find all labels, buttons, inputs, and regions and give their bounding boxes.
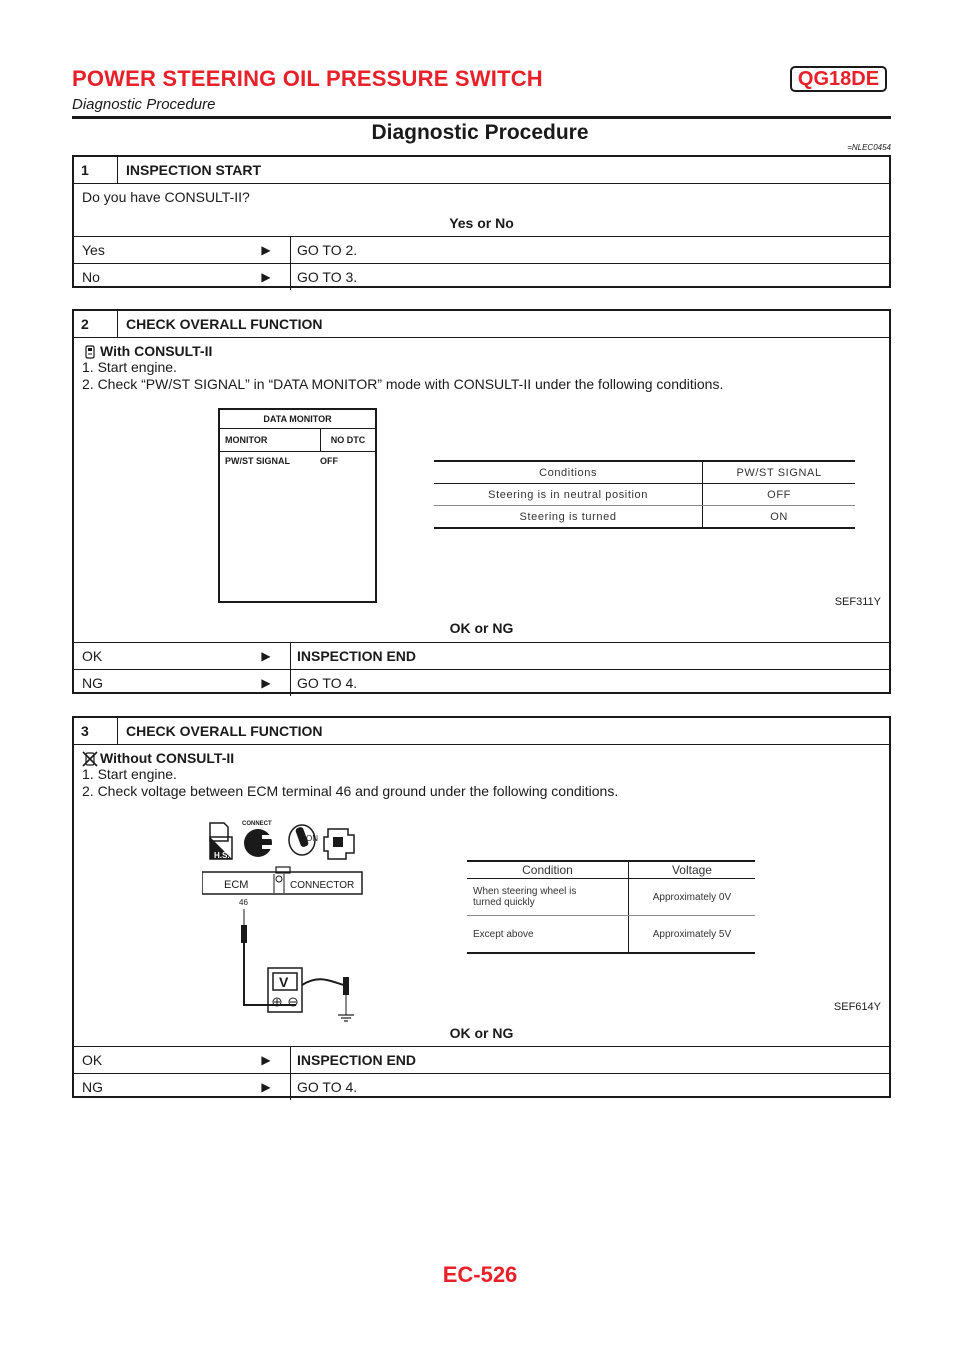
row-label: Yes (82, 242, 105, 258)
table-row (467, 879, 755, 916)
table-row (434, 506, 855, 529)
row-label: NG (82, 675, 103, 691)
row-action: GO TO 2. (297, 242, 358, 258)
step-2-box (72, 309, 891, 694)
step-3-line-1: 1. Start engine. (82, 766, 177, 782)
page-number: EC-526 (442, 1262, 518, 1287)
connect-plug-icon (242, 821, 274, 857)
no-dtc-label: NO DTC (320, 429, 375, 451)
monitor-item-row (220, 452, 375, 470)
no-consult-icon (82, 751, 98, 767)
step-2-choice: OK or NG (449, 620, 514, 636)
step-2-header (74, 311, 889, 338)
monitor-label: MONITOR (225, 435, 268, 445)
consult-tool-icon (82, 344, 98, 360)
terminal-46-label: 46 (239, 898, 248, 907)
step-1-body (74, 184, 889, 236)
step-1-question: Do you have CONSULT-II? (82, 189, 250, 205)
ignition-on-icon (289, 825, 318, 855)
step-3-row-ng[interactable] (74, 1073, 889, 1100)
data-monitor-subheader (220, 429, 375, 452)
step-3-title: CHECK OVERALL FUNCTION (126, 723, 323, 739)
row-label: NG (82, 1079, 103, 1095)
step-3-mode: Without CONSULT-II (100, 750, 235, 766)
row-action: GO TO 4. (297, 1079, 358, 1095)
harness-side-icon (210, 823, 232, 860)
table-header-voltage: Voltage (628, 861, 755, 879)
row-action: GO TO 3. (297, 269, 358, 285)
arrow-icon: ▶ (242, 643, 291, 669)
table-header-conditions: Conditions (434, 461, 703, 484)
arrow-icon: ▶ (242, 264, 291, 290)
table-cell: Except above (467, 916, 628, 954)
step-1-box (72, 155, 891, 288)
figure-code: SEF614Y (833, 1001, 881, 1013)
step-3-choice: OK or NG (449, 1025, 514, 1041)
table-cell: Approximately 0V (628, 879, 755, 916)
engine-code-badge: QG18DE (790, 66, 887, 92)
pwst-signal-table (434, 460, 855, 529)
row-label: No (82, 269, 100, 285)
table-row (434, 484, 855, 506)
step-3-row-ok[interactable] (74, 1046, 889, 1073)
step-2-row-ok[interactable] (74, 642, 889, 669)
step-3-line-2: 2. Check voltage between ECM terminal 46 and ground under the following conditions. (82, 783, 619, 799)
table-row (467, 916, 755, 954)
table-cell: When steering wheel is turned quickly (467, 879, 628, 916)
row-action: INSPECTION END (297, 1052, 417, 1068)
monitor-item-value: OFF (320, 456, 338, 466)
step-3-body (74, 745, 889, 1046)
step-1-number: 1 (74, 157, 118, 183)
table-cell: ON (703, 506, 855, 529)
step-3-header (74, 718, 889, 745)
ecm-voltage-diagram (202, 815, 402, 1030)
monitor-item-name: PW/ST SIGNAL (225, 456, 290, 466)
table-cell: Approximately 5V (652, 928, 732, 940)
data-monitor-screen (218, 408, 377, 603)
engine-icon (324, 829, 354, 859)
arrow-icon: ▶ (242, 1074, 291, 1100)
arrow-icon: ▶ (242, 670, 291, 696)
ecm-label: ECM (224, 879, 249, 891)
table-cell: Steering is in neutral position (434, 484, 703, 506)
step-3-number: 3 (74, 718, 118, 744)
row-label: OK (82, 648, 103, 664)
step-1-row-no[interactable] (74, 263, 889, 290)
step-2-line-2: 2. Check “PW/ST SIGNAL” in “DATA MONITOR” mode with CONSULT-II under the following conditions. (82, 376, 724, 392)
row-label: OK (82, 1052, 103, 1068)
figure-code: SEF311Y (834, 596, 881, 608)
ignition-on-label: ON (306, 834, 318, 843)
arrow-icon: ▶ (242, 237, 291, 263)
section-title: Diagnostic Procedure (371, 121, 589, 144)
page-header-title: POWER STEERING OIL PRESSURE SWITCH (72, 66, 543, 91)
step-2-mode: With CONSULT-II (100, 343, 213, 359)
step-2-line-1: 1. Start engine. (82, 359, 177, 375)
step-2-number: 2 (74, 311, 118, 337)
step-1-row-yes[interactable] (74, 236, 889, 263)
connector-label: CONNECTOR (290, 880, 355, 891)
header-rule (72, 116, 891, 119)
page-header-subtitle: Diagnostic Procedure (72, 96, 216, 113)
step-2-body (74, 338, 889, 642)
table-header-signal: PW/ST SIGNAL (703, 461, 855, 484)
table-cell: OFF (703, 484, 855, 506)
section-ref: =NLEC0454 (847, 143, 891, 152)
voltage-condition-table (467, 860, 755, 954)
step-2-row-ng[interactable] (74, 669, 889, 696)
step-2-title: CHECK OVERALL FUNCTION (126, 316, 323, 332)
step-1-choice: Yes or No (449, 215, 514, 231)
hs-label: H.S. (214, 851, 230, 860)
row-action: INSPECTION END (297, 648, 417, 664)
step-3-box (72, 716, 891, 1098)
table-cell: Steering is turned (434, 506, 703, 529)
step-1-title: INSPECTION START (126, 162, 262, 178)
arrow-icon: ▶ (242, 1047, 291, 1073)
row-action: GO TO 4. (297, 675, 358, 691)
data-monitor-title: DATA MONITOR (220, 410, 375, 429)
connect-label: CONNECT (242, 821, 272, 827)
voltmeter-label: V (279, 974, 289, 990)
table-header-condition: Condition (467, 861, 628, 879)
step-1-header (74, 157, 889, 184)
